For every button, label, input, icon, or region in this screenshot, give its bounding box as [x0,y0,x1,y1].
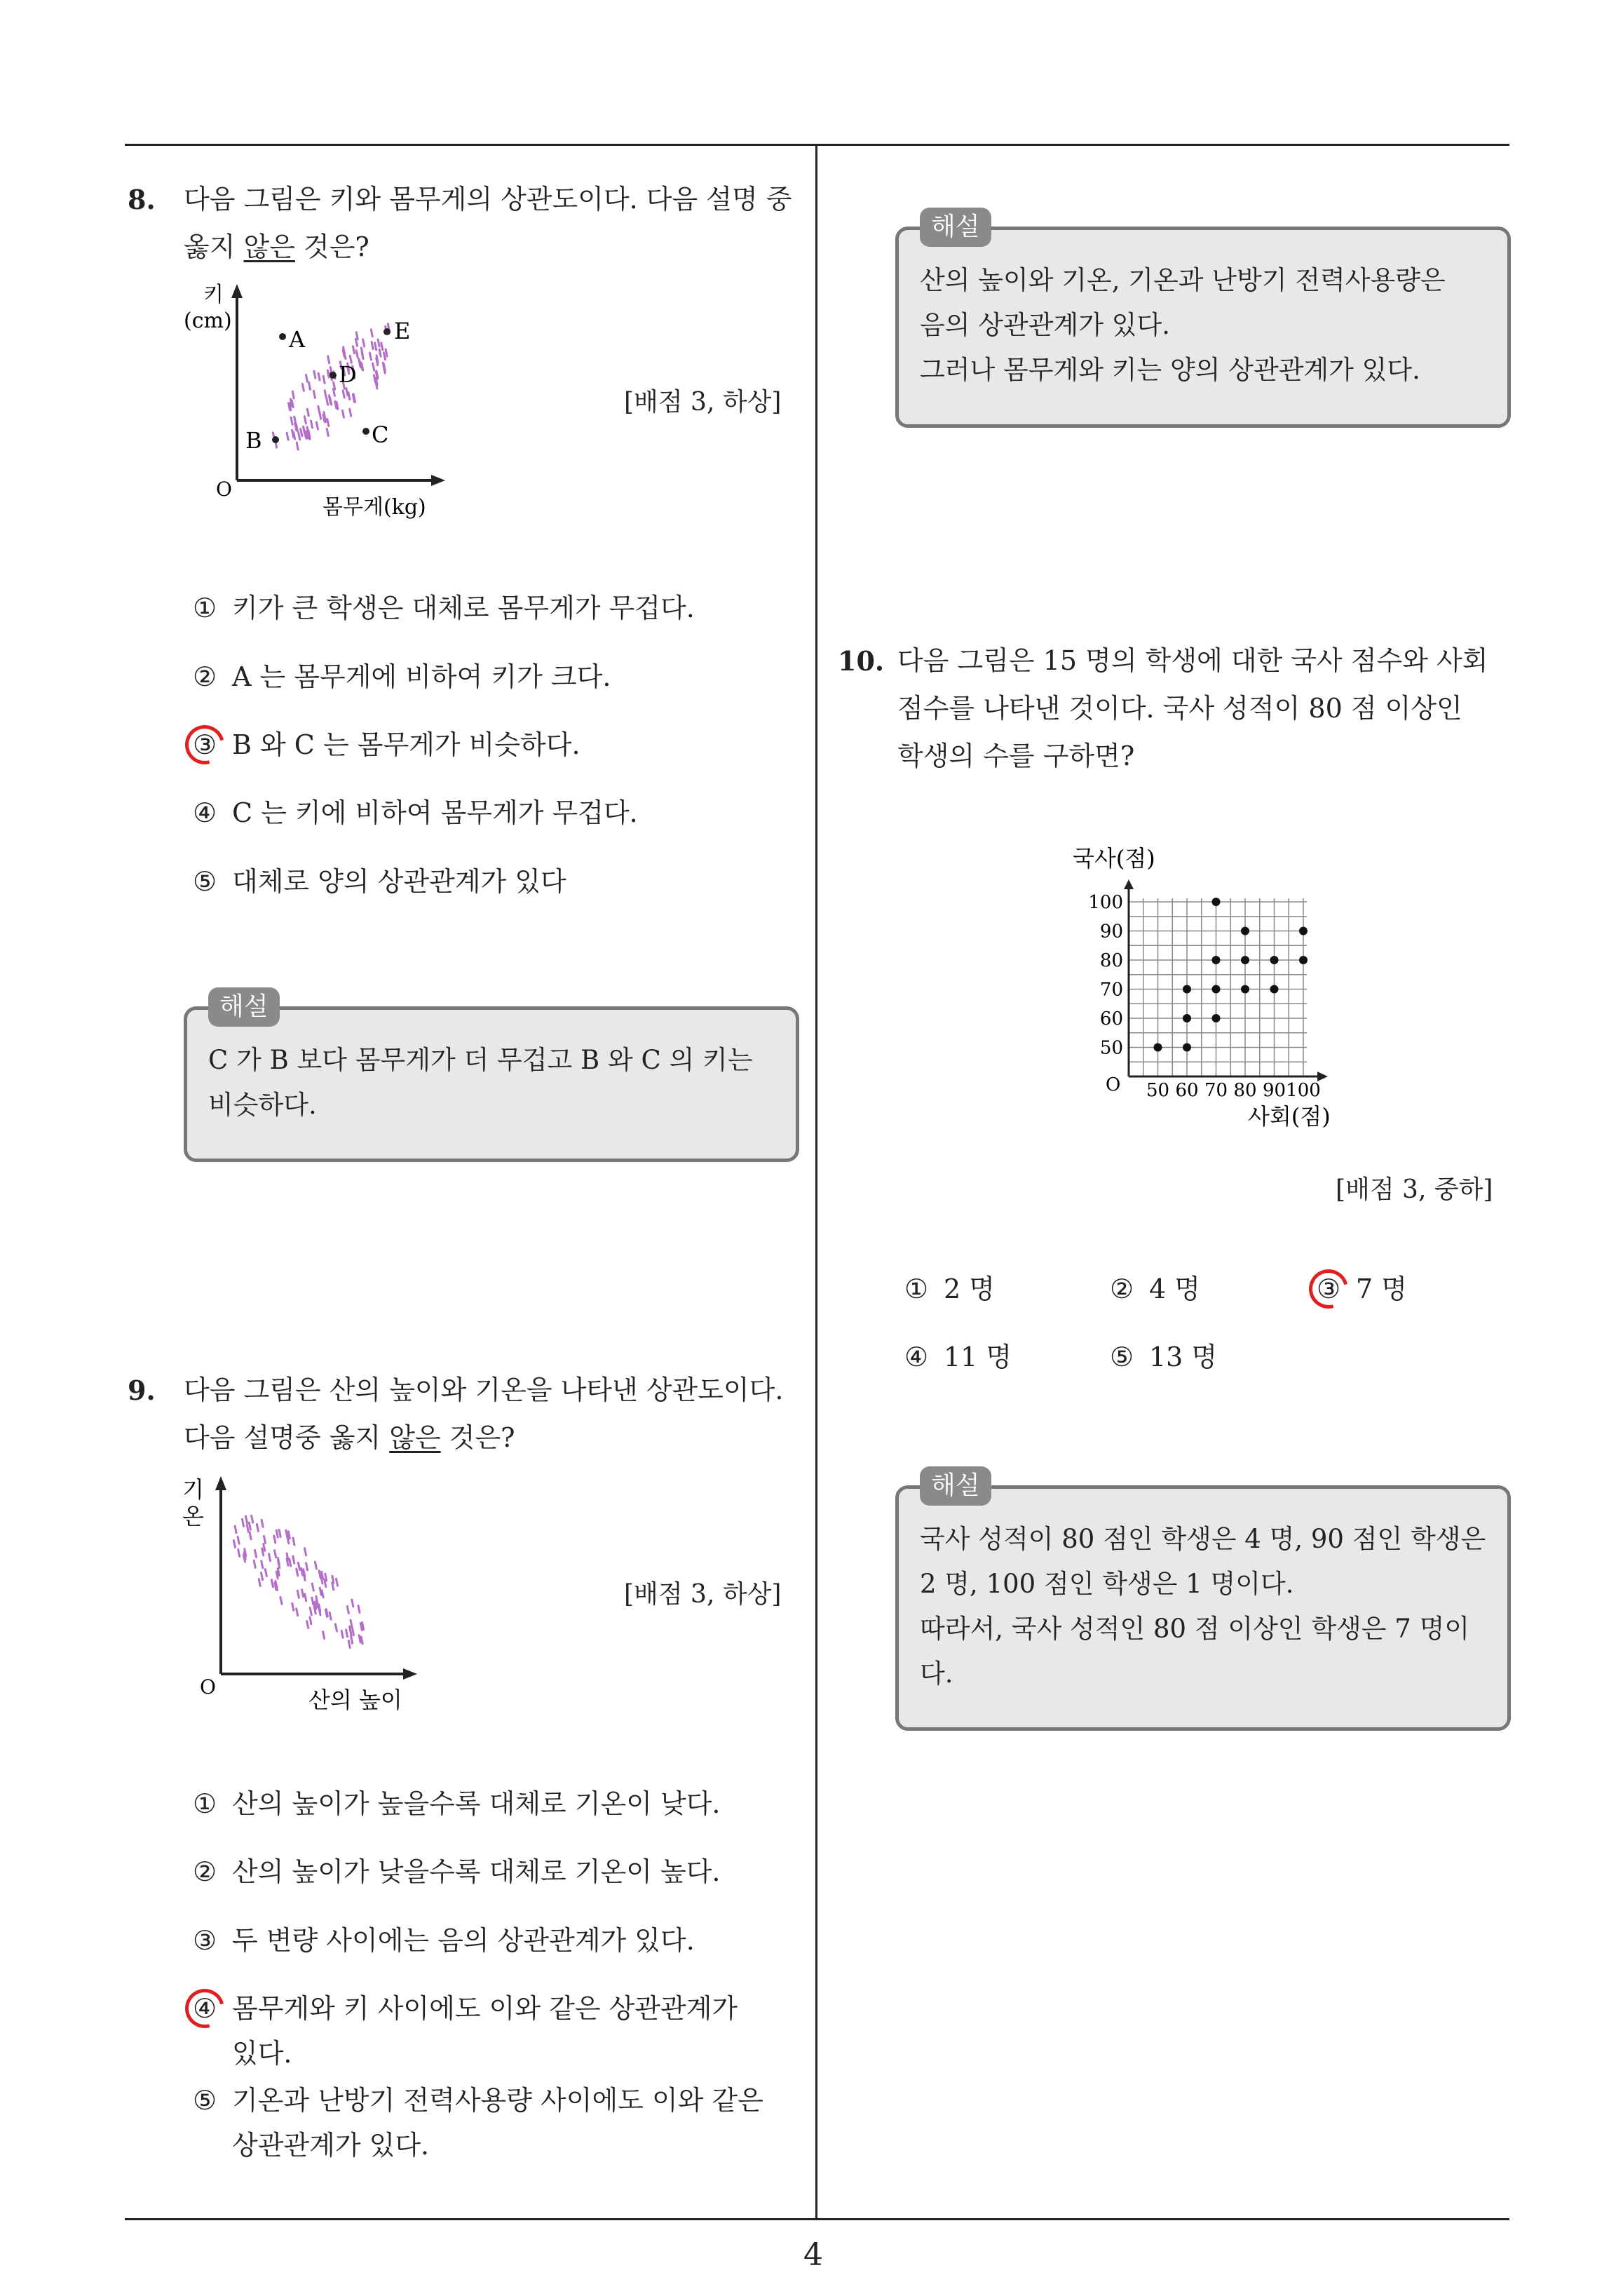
scatter-dash [310,1608,311,1615]
chart-ticks [1088,892,1320,1101]
scatter-dash [322,1591,323,1598]
scatter-dash [254,1560,255,1567]
q8-choice-3[interactable]: ③ B 와 C 는 몸무게가 비슷하다. [193,729,580,760]
scatter-dash [384,353,386,360]
scatter-dash [250,1532,251,1539]
point-c [362,428,369,435]
scatter-dash [351,1620,352,1627]
data-point [1241,956,1249,964]
scatter-dash [323,376,325,383]
scatter-dash [249,1522,250,1529]
scatter-dash [276,1572,278,1579]
question-10-explanation [895,1471,1511,1731]
data-point [1183,1014,1191,1022]
scatter-dash [376,356,378,363]
scatter-dash [308,382,310,389]
scatter-dash [327,428,328,435]
scatter-dash [242,1519,243,1526]
question-10-line3: 학생의 수를 구하면? [897,741,1135,771]
scatter-dash [280,1597,282,1604]
scatter-dash [329,396,330,403]
q9-choice-2[interactable]: ② 산의 높이가 낮을수록 대체로 기온이 높다. [193,1856,721,1887]
data-point [1299,927,1308,936]
scatter-dash [304,417,306,424]
scatter-dash [302,384,304,391]
question-9-explanation [895,212,1511,428]
x-tick-label: 100 [1286,1080,1321,1101]
scatter-dash [290,1559,291,1566]
scatter-dash [294,432,295,439]
q10-choice-5[interactable]: ⑤ 13 명 [1110,1342,1218,1372]
chart-ylabel: 국사(점) [1073,845,1155,872]
x-tick-label: 90 [1262,1080,1286,1101]
scatter-dash [274,1536,276,1543]
data-point [1183,1044,1191,1052]
data-point [1270,956,1279,964]
scatter-dash [369,353,371,360]
scatter-dash [356,351,358,358]
scatter-dash [319,1605,320,1612]
scatter-dash [257,1524,258,1531]
y-tick-label: 90 [1099,921,1123,943]
scatter-dash [264,1544,265,1551]
scatter-dash [310,1617,311,1624]
q9-choice-3[interactable]: ③ 두 변량 사이에는 음의 상관관계가 있다. [193,1925,695,1956]
scatter-dash [375,343,376,350]
scatter-dash [321,1576,322,1583]
scatter-dash [378,339,379,346]
scatter-dash [335,1624,337,1631]
question-10-score: [배점 3, 중하] [1336,1175,1493,1204]
data-point [1270,985,1279,994]
x-tick-label: 80 [1233,1080,1257,1101]
scatter-dash [276,1583,278,1590]
q9-dashes [233,1515,363,1648]
scatter-dash [299,433,300,440]
q9-y-label-2: 온 [182,1503,204,1529]
q8-explain-line2: 비슷하다. [208,1090,317,1120]
q10-choice-3[interactable]: ③ 7 명 [1317,1274,1407,1304]
scatter-dash [262,1548,264,1555]
scatter-dash [334,382,335,389]
column-divider [815,144,817,2220]
scatter-dash [353,1628,354,1635]
q9-y-label-1: 기 [182,1476,204,1503]
x-tick-label: 50 [1146,1080,1170,1101]
scatter-dash [247,1525,248,1532]
question-10-line2: 점수를 나타낸 것이다. 국사 성적이 80 점 이상인 [897,693,1462,724]
question-10-text [897,637,1514,780]
scatter-dash [359,1635,360,1642]
scatter-dash [297,1609,298,1616]
point-b [272,436,279,443]
x-tick-label: 70 [1204,1080,1228,1101]
scatter-dash [271,1580,273,1587]
scatter-dash [360,1623,362,1630]
scatter-dash [335,401,337,408]
scatter-dash [327,370,329,377]
point-d-label: D [339,361,357,388]
scatter-dash [328,356,330,363]
q10-choice-2[interactable]: ② 4 명 [1110,1274,1200,1304]
scatter-dash [358,1606,360,1613]
scatter-dash [332,1583,334,1590]
scatter-dash [316,422,318,429]
scatter-dash [343,391,344,398]
scatter-dash [315,1562,316,1569]
scatter-dash [306,1563,308,1570]
scatter-dash [304,430,306,437]
scatter-dash [264,1536,265,1543]
q9-choice-1[interactable]: ① 산의 높이가 높을수록 대체로 기온이 낮다. [193,1788,721,1819]
scatter-dash [291,417,292,424]
data-point [1241,985,1249,994]
scatter-dash [305,1594,306,1601]
scatter-dash [348,1641,350,1648]
scatter-dash [298,1562,299,1569]
scatter-dash [238,1537,239,1544]
scatter-dash [301,1568,303,1575]
scatter-dash [325,1580,326,1587]
scatter-dash [311,421,312,428]
scatter-dash [246,1516,247,1523]
q8-choice-1[interactable]: ① 키가 큰 학생은 대체로 몸무게가 무겁다. [193,593,695,623]
scatter-dash [233,1541,235,1548]
q8-choice-2[interactable]: ② A 는 몸무게에 비하여 키가 크다. [193,661,611,692]
bottom-rule [125,2218,1509,2220]
scatter-dash [327,419,329,426]
scatter-dash [301,429,302,436]
scatter-dash [341,1630,343,1637]
question-9-number: 9. [128,1375,156,1406]
point-a [279,333,286,340]
scatter-dash [276,1530,278,1537]
scatter-dash [323,1632,325,1639]
question-9-line1: 다음 그림은 산의 높이와 기온을 나타낸 상관도이다. [184,1375,784,1405]
altitude-temperature-scatter [175,1469,428,1722]
chart-xlabel: 사회(점) [1248,1103,1331,1130]
data-point [1212,1014,1221,1022]
scatter-dash [278,1558,279,1565]
q8-choice-5[interactable]: ⑤ 대체로 양의 상관관계가 있다 [193,866,566,897]
history-social-scatter [1073,838,1381,1133]
scatter-dash [292,1603,294,1610]
scatter-dash [308,431,310,438]
scatter-dash [348,393,350,400]
scatter-dash [324,412,325,419]
data-point [1212,985,1221,994]
scatter-dash [344,347,345,354]
q8-y-label-1: 키 [203,283,224,307]
data-point [1183,985,1191,994]
scatter-dash [373,363,374,370]
point-e-label: E [394,318,411,344]
data-point [1299,956,1308,964]
scatter-dash [351,1636,353,1643]
scatter-dash [353,395,354,402]
q9-choice-4[interactable]: ④ 몸무게와 키 사이에도 이와 같은 상관관계가 있다. [193,1993,738,2069]
scatter-dash [265,1569,266,1576]
y-tick-label: 50 [1099,1037,1123,1059]
scatter-dash [315,1602,316,1609]
chart-origin: O [1106,1074,1121,1095]
scatter-dash [363,339,365,346]
scatter-dash [325,391,326,398]
scatter-dash [359,360,360,367]
scatter-dash [302,1590,304,1597]
q9-explain-tag: 해설 [920,208,991,247]
q8-origin: O [216,478,232,501]
point-b-label: B [245,427,262,454]
scatter-dash [371,330,372,337]
q8-y-label-2: (cm) [184,309,232,333]
question-8-line1: 다음 그림은 키와 몸무게의 상관도이다. 다음 설명 중 [184,184,792,215]
scatter-dash [288,1532,290,1539]
y-axis-arrow [1124,879,1134,889]
x-tick-label: 60 [1175,1080,1199,1101]
q10-explain-line2: 2 명, 100 점인 학생은 1 명이다. [920,1569,1294,1599]
scatter-dash [312,1583,313,1591]
scatter-dash [294,417,296,424]
scatter-dash [383,364,385,371]
scatter-dash [372,342,373,349]
question-8-line2: 옳지 않은 것은? [184,231,369,262]
data-point [1212,898,1221,906]
scatter-dash [262,1561,263,1568]
scatter-dash [259,1579,260,1586]
q8-explain-tag: 해설 [208,987,280,1027]
q8-x-label: 몸무게(kg) [322,495,426,520]
scatter-dash [350,1629,351,1636]
scatter-dash [297,443,298,450]
q10-explain-line4: 다. [920,1659,953,1689]
scatter-dash [292,400,293,407]
scatter-dash [262,1520,263,1527]
scatter-dash [386,349,387,356]
scatter-dash [316,1596,318,1603]
q9-x-label: 산의 높이 [308,1687,402,1713]
scatter-dash [353,346,354,353]
scatter-dash [355,339,357,346]
q9-choice-5[interactable]: ⑤ 기온과 난방기 전력사용량 사이에도 이와 같은 상관관계가 있다. [193,2085,763,2161]
scatter-dash [326,1609,327,1616]
data-point [1154,1044,1162,1052]
scatter-dash [376,378,377,385]
scatter-dash [352,1600,353,1607]
page-number: 4 [803,2237,823,2273]
scatter-dash [376,371,378,378]
scatter-dash [330,1612,331,1619]
scatter-dash [290,403,291,410]
scatter-dash [238,1550,240,1557]
scatter-dash [252,1515,253,1522]
scatter-dash [305,1548,306,1555]
scatter-dash [343,410,344,417]
y-tick-label: 80 [1099,950,1123,971]
q10-choice-1[interactable]: ① 2 명 [904,1274,995,1304]
scatter-dash [318,373,320,380]
scatter-dash [235,1526,236,1533]
scatter-dash [381,343,383,350]
question-9-score: [배점 3, 하상] [624,1580,782,1609]
q8-choice-4[interactable]: ④ C 는 키에 비하여 몸무게가 무겁다. [193,797,638,828]
scatter-dash [347,1606,348,1613]
scatter-dash [307,1621,308,1628]
scatter-dash [327,398,328,405]
q8-explain-line1: C 가 B 보다 몸무게가 더 무겁고 B 와 C 의 키는 [208,1045,753,1075]
question-8-text [184,175,808,271]
q10-explain-line3: 따라서, 국사 성적인 80 점 이상인 학생은 7 명이 [920,1614,1470,1644]
scatter-dash [243,1555,245,1562]
scatter-dash [296,424,297,431]
question-8-explanation [184,992,799,1162]
scatter-dash [262,1573,263,1580]
scatter-dash [269,1554,271,1561]
question-8-number: 8. [128,184,156,215]
question-10-number: 10. [838,645,885,677]
point-c-label: C [372,421,389,448]
q10-explain-tag: 해설 [920,1466,991,1506]
scatter-dash [306,375,308,382]
data-point [1212,956,1221,964]
y-tick-label: 100 [1088,892,1123,913]
chart-grid [1124,879,1328,1081]
scatter-dash [279,1529,280,1537]
scatter-dash [313,391,315,398]
scatter-dash [287,433,288,440]
question-8-score: [배점 3, 하상] [624,388,782,417]
scatter-dash [337,1579,338,1586]
data-point [1241,927,1249,936]
scatter-dash [255,1550,257,1557]
point-a-label: A [289,326,306,353]
scatter-dash [361,348,362,355]
scatter-dash [292,391,294,398]
question-10-line1: 다음 그림은 15 명의 학생에 대한 국사 점수와 사회 [897,645,1488,676]
scatter-dash [275,1551,276,1558]
scatter-dash [293,1556,294,1563]
q9-explain-line2: 음의 상관관계가 있다. [920,310,1170,340]
q9-explain-line3: 그러나 몸무게와 키는 양의 상관관계가 있다. [920,355,1420,385]
q9-explain-line1: 산의 높이와 기온, 기온과 난방기 전력사용량은 [920,265,1446,295]
scatter-dash [286,1530,287,1537]
scatter-dash [304,1573,305,1580]
scatter-dash [346,389,348,396]
point-e [383,328,391,335]
scatter-dash [379,349,381,356]
height-weight-scatter [175,277,456,522]
scatter-dash [297,1591,299,1598]
scatter-dash [346,1630,348,1637]
y-tick-label: 70 [1099,979,1123,1001]
question-9-line2: 다음 설명중 옳지 않은 것은? [184,1422,515,1453]
scatter-dash [307,409,308,416]
scatter-dash [320,1588,321,1595]
scatter-dash [287,1553,288,1560]
q10-choice-4[interactable]: ④ 11 명 [904,1342,1012,1372]
scatter-dash [320,412,321,419]
scatter-dash [293,1538,294,1545]
y-tick-label: 60 [1099,1008,1123,1029]
point-d [330,372,337,379]
question-9-text [184,1366,815,1461]
scatter-dash [314,371,315,378]
scatter-dash [297,1569,298,1576]
q9-origin: O [200,1675,216,1699]
scatter-dash [312,1598,313,1605]
q10-explain-line1: 국사 성적이 80 점인 학생은 4 명, 90 점인 학생은 [920,1524,1486,1554]
scatter-dash [350,409,351,416]
